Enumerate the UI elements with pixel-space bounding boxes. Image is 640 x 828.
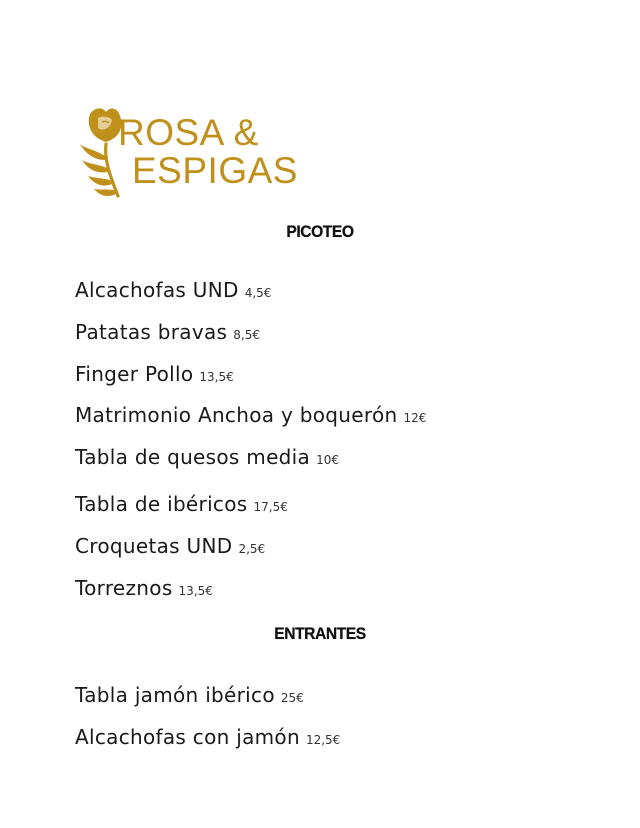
menu-item bbox=[75, 362, 234, 386]
item-price: 13,5€ bbox=[178, 584, 213, 598]
menu-item bbox=[75, 492, 288, 516]
item-name: Torreznos bbox=[75, 576, 173, 600]
item-name: Croquetas UND bbox=[75, 534, 233, 558]
menu-item bbox=[75, 403, 426, 427]
item-price: 17,5€ bbox=[253, 500, 288, 514]
section-title-entrantes: ENTRANTES bbox=[274, 624, 366, 643]
item-name: Alcachofas UND bbox=[75, 278, 239, 302]
item-price: 10€ bbox=[316, 453, 339, 467]
item-name: Finger Pollo bbox=[75, 362, 194, 386]
item-name: Tabla jamón ibérico bbox=[75, 683, 275, 707]
item-name: Tabla de ibéricos bbox=[75, 492, 248, 516]
item-price: 8,5€ bbox=[233, 328, 260, 342]
section-title-picoteo: PICOTEO bbox=[286, 222, 354, 241]
menu-item bbox=[75, 278, 271, 302]
menu-item bbox=[75, 445, 339, 469]
brand-name bbox=[118, 114, 298, 190]
menu-item bbox=[75, 534, 265, 558]
item-name: Alcachofas con jamón bbox=[75, 725, 300, 749]
item-price: 12,5€ bbox=[305, 733, 341, 747]
item-price: 25€ bbox=[280, 691, 304, 705]
menu-item bbox=[75, 725, 340, 749]
brand-line-2: ESPIGAS bbox=[132, 150, 298, 191]
item-price: 12€ bbox=[403, 411, 427, 425]
brand-line-1: ROSA & bbox=[118, 112, 259, 153]
item-name: Tabla de quesos media bbox=[75, 445, 311, 469]
item-name: Matrimonio Anchoa y boquerón bbox=[75, 403, 398, 427]
item-price: 13,5€ bbox=[199, 370, 234, 384]
item-name: Patatas bravas bbox=[75, 320, 228, 344]
item-price: 2,5€ bbox=[238, 542, 266, 556]
menu-item bbox=[75, 683, 304, 707]
item-price: 4,5€ bbox=[244, 286, 272, 300]
brand-logo bbox=[76, 104, 316, 204]
menu-item bbox=[75, 320, 260, 344]
menu-item bbox=[75, 576, 213, 600]
